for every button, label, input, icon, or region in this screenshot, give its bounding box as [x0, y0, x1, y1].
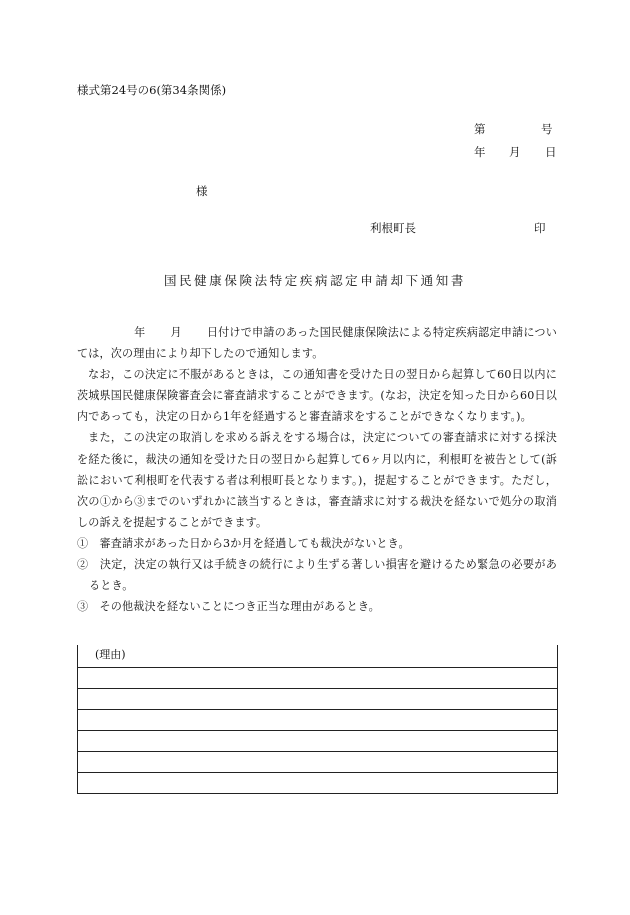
decision-year-label: 年: [134, 326, 146, 339]
reason-line: [78, 710, 557, 731]
decision-text: 日付けで申請のあった国民健康保険法による特定疾病認定申請については，次の理由により却下したので通知します。: [77, 326, 557, 361]
paragraph-lawsuit: また，この決定の取消しを求める訴えをする場合は，決定についての審査請求に対する採決を経た後に，裁決の通知を受けた日の翌日から起算して6ヶ月以内に，利根町を被告として(訴訟において利根町を代表する者は利根町長となります。)，提起することができます。ただし，次の①から③までのいずれかに該当するときは，審査請求に対する裁決を経ないで処分の取消しの訴えを提起することができます。: [77, 431, 557, 529]
reason-label: (理由): [78, 645, 557, 668]
notice-body: [77, 322, 557, 617]
issuer-name: 利根町長: [370, 221, 416, 235]
date-year-label: 年: [474, 145, 486, 159]
date-month-label: 月: [509, 145, 521, 159]
list-item: ② 決定，決定の執行又は手続きの続行により生ずる著しい損害を避けるため緊急の必要があるとき。: [77, 558, 557, 593]
list-item: ① 審査請求があった日から3か月を経過しても裁決がないとき。: [77, 536, 410, 550]
document-title: 国民健康保険法特定疾病認定申請却下通知書: [163, 273, 466, 288]
form-number: 様式第24号の6(第34条関係): [77, 83, 227, 97]
reason-line: [78, 668, 557, 689]
date-day-label: 日: [545, 145, 557, 159]
reason-line: [78, 773, 557, 793]
reason-box: [77, 645, 558, 794]
decision-month-label: 月: [170, 326, 182, 339]
document-number-suffix: 号: [541, 122, 553, 136]
addressee-honorific: 様: [196, 184, 208, 198]
reason-line: [78, 752, 557, 773]
paragraph-decision: [77, 322, 557, 364]
list-item: ③ その他裁決を経ないことにつき正当な理由があるとき。: [77, 600, 380, 614]
reason-line: [78, 689, 557, 710]
paragraph-appeal: なお，この決定に不服があるときは，この通知書を受けた日の翌日から起算して60日以内に茨城県国民健康保険審査会に審査請求することができます。(なお，決定を知った日から60日以内であっても，決定の日から1年を経過すると審査請求をすることができなくなります。)。: [77, 368, 557, 424]
seal-mark: 印: [534, 221, 546, 235]
document-number-prefix: 第: [474, 122, 486, 136]
reason-line: [78, 731, 557, 752]
